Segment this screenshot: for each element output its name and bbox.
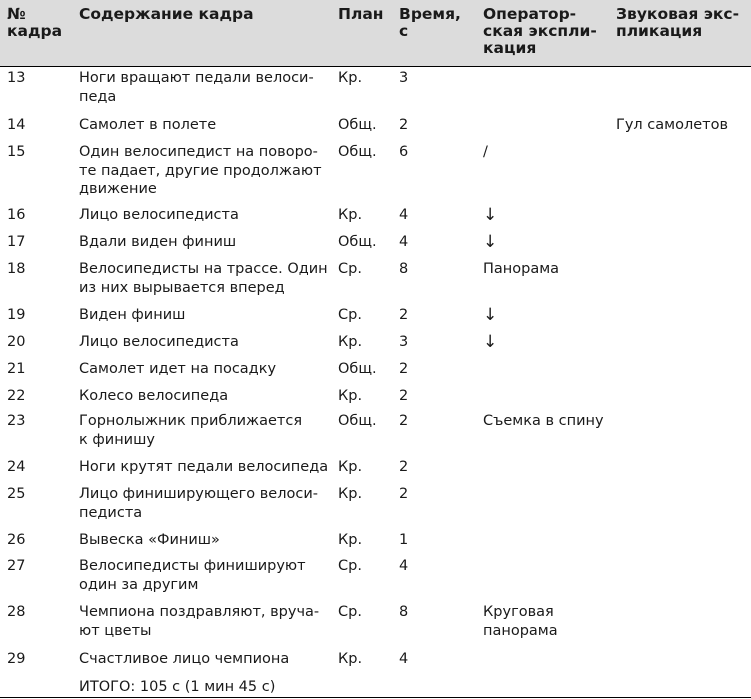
shot-plan: Общ. xyxy=(338,234,377,250)
frame-content: Колесо велосипеда xyxy=(79,388,229,404)
frame-content: Горнолыжник приближается к финишу xyxy=(79,413,303,448)
frame-number: 16 xyxy=(7,207,26,223)
duration: 2 xyxy=(399,486,409,502)
frame-number: 21 xyxy=(7,361,26,377)
shot-plan: Кр. xyxy=(338,486,363,502)
frame-number: 24 xyxy=(7,459,26,475)
duration: 2 xyxy=(399,388,409,404)
camera-explication: / xyxy=(483,144,488,160)
frame-number: 25 xyxy=(7,486,26,502)
frame-number: 28 xyxy=(7,604,26,620)
arrow-down-icon: ↓ xyxy=(483,305,498,325)
header-camera-explication: Оператор- ская экспли- кация xyxy=(483,5,597,57)
shot-plan: Общ. xyxy=(338,413,377,429)
header-sound-explication: Звуковая экс- пликация xyxy=(616,5,740,40)
total-label: ИТОГО: 105 с (1 мин 45 с) xyxy=(79,679,276,695)
frame-content: Велосипедисты финишируют один за другим xyxy=(79,558,306,593)
frame-number: 15 xyxy=(7,144,26,160)
duration: 2 xyxy=(399,361,409,377)
frame-number: 23 xyxy=(7,413,26,429)
shot-plan: Ср. xyxy=(338,307,362,323)
header-frame-number: № кадра xyxy=(7,5,63,40)
duration: 8 xyxy=(399,604,409,620)
shot-plan: Кр. xyxy=(338,334,363,350)
shot-plan: Общ. xyxy=(338,144,377,160)
shot-plan: Ср. xyxy=(338,558,362,574)
arrow-down-icon: ↓ xyxy=(483,332,498,352)
frame-content: Ноги крутят педали велосипеда xyxy=(79,459,329,475)
frame-number: 14 xyxy=(7,117,26,133)
frame-number: 13 xyxy=(7,70,26,86)
shot-plan: Общ. xyxy=(338,117,377,133)
frame-content: Самолет в полете xyxy=(79,117,217,133)
duration: 2 xyxy=(399,307,409,323)
frame-number: 17 xyxy=(7,234,26,250)
frame-number: 18 xyxy=(7,261,26,277)
frame-content: Вывеска «Финиш» xyxy=(79,532,220,548)
camera-explication: Съемка в спину xyxy=(483,413,604,429)
duration: 8 xyxy=(399,261,409,277)
duration: 4 xyxy=(399,234,409,250)
frame-number: 26 xyxy=(7,532,26,548)
frame-number: 20 xyxy=(7,334,26,350)
duration: 2 xyxy=(399,459,409,475)
duration: 2 xyxy=(399,117,409,133)
duration: 3 xyxy=(399,334,409,350)
duration: 6 xyxy=(399,144,409,160)
duration: 1 xyxy=(399,532,409,548)
frame-content: Лицо велосипедиста xyxy=(79,207,239,223)
arrow-down-icon: ↓ xyxy=(483,205,498,225)
camera-explication: Круговая панорама xyxy=(483,604,558,639)
shot-plan: Кр. xyxy=(338,207,363,223)
shot-plan: Ср. xyxy=(338,261,362,277)
shot-plan: Ср. xyxy=(338,604,362,620)
shot-plan: Кр. xyxy=(338,459,363,475)
camera-explication: Панорама xyxy=(483,261,560,277)
frame-number: 27 xyxy=(7,558,26,574)
shot-plan: Кр. xyxy=(338,532,363,548)
frame-number: 19 xyxy=(7,307,26,323)
frame-content: Счастливое лицо чемпиона xyxy=(79,651,290,667)
shot-plan: Общ. xyxy=(338,361,377,377)
duration: 3 xyxy=(399,70,409,86)
frame-content: Чемпиона поздравляют, вруча- ют цветы xyxy=(79,604,320,639)
header-shot-plan: План xyxy=(338,5,384,23)
frame-content: Виден финиш xyxy=(79,307,186,323)
shot-plan: Кр. xyxy=(338,651,363,667)
shot-plan: Кр. xyxy=(338,388,363,404)
frame-content: Самолет идет на посадку xyxy=(79,361,277,377)
frame-content: Лицо велосипедиста xyxy=(79,334,239,350)
sound-explication: Гул самолетов xyxy=(616,117,729,133)
duration: 4 xyxy=(399,651,409,667)
arrow-down-icon: ↓ xyxy=(483,232,498,252)
frame-content: Ноги вращают педали велоси- педа xyxy=(79,70,314,105)
frame-number: 22 xyxy=(7,388,26,404)
table-header xyxy=(0,0,751,66)
frame-content: Велосипедисты на трассе. Один из них вырывается вперед xyxy=(79,261,328,296)
table-bottom-rule xyxy=(0,697,751,698)
header-bottom-rule xyxy=(0,66,751,67)
frame-content: Лицо финиширующего велоси- педиста xyxy=(79,486,318,521)
frame-number: 29 xyxy=(7,651,26,667)
header-frame-content: Содержание кадра xyxy=(79,5,254,23)
frame-content: Вдали виден финиш xyxy=(79,234,237,250)
shot-plan: Кр. xyxy=(338,70,363,86)
duration: 2 xyxy=(399,413,409,429)
frame-content: Один велосипедист на поворо- те падает, другие продолжают движение xyxy=(79,144,322,197)
duration: 4 xyxy=(399,558,409,574)
header-duration: Время, с xyxy=(399,5,461,40)
duration: 4 xyxy=(399,207,409,223)
